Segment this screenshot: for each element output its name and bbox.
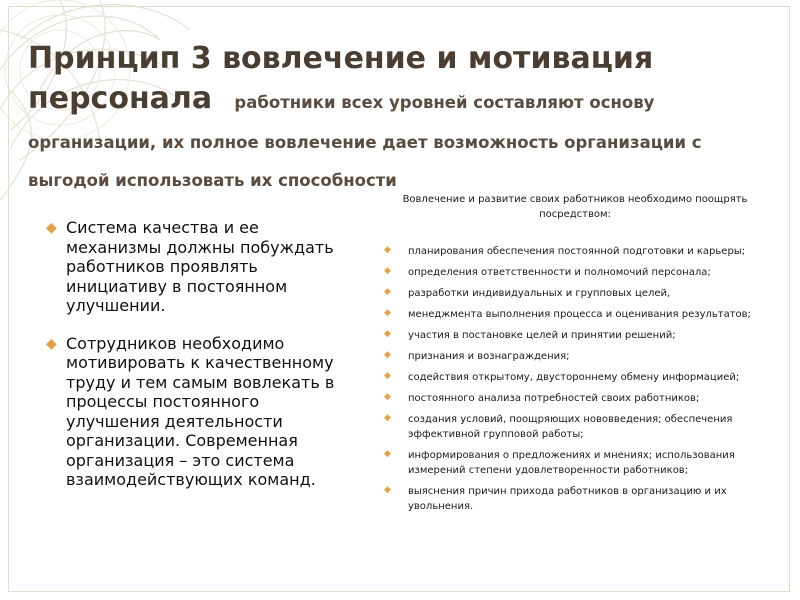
right-list-item: [380, 328, 780, 343]
right-item-text: выяснения причин прихода работников в организацию и их увольнения.: [408, 486, 727, 512]
right-list-item: [380, 391, 780, 406]
bullet-icon: ◆: [384, 266, 391, 276]
right-list-item: [380, 370, 780, 385]
left-bullet-text: Сотрудников необходимо мотивировать к качественному труду и тем самым вовлекать в процессы постоянного улучшения деятельности организации. Современная организация – это система взаимодействующих команд.: [66, 333, 335, 489]
bullet-icon: ◆: [46, 220, 57, 236]
left-bullet-item: [44, 218, 349, 316]
right-list-item: [380, 448, 780, 478]
left-bullet-item: [44, 334, 349, 490]
right-item-text: определения ответственности и полномочий персонала;: [408, 267, 711, 278]
right-bullet-list: [380, 244, 780, 514]
right-list-item: [380, 349, 780, 364]
right-list-item: [380, 412, 780, 442]
left-bullet-list: [44, 218, 349, 490]
bullet-icon: ◆: [46, 335, 57, 352]
right-item-text: участия в постановке целей и принятии решений;: [408, 330, 676, 341]
right-item-text: менеджмента выполнения процесса и оценивания результатов;: [408, 309, 751, 320]
left-bullet-text: Система качества и ее механизмы должны побуждать работников проявлять инициативу в постоянном улучшении.: [66, 218, 334, 315]
right-list-item: [380, 484, 780, 514]
bullet-icon: ◆: [384, 371, 391, 381]
slide-title: [28, 38, 748, 194]
right-item-text: постоянного анализа потребностей своих работников;: [408, 393, 700, 404]
left-column: [44, 218, 349, 508]
bullet-icon: ◆: [384, 392, 391, 402]
bullet-icon: ◆: [384, 449, 391, 459]
right-list-item: [380, 265, 780, 280]
right-list-item: [380, 307, 780, 322]
right-intro: Вовлечение и развитие своих работников необходимо поощрять посредством:: [402, 194, 748, 220]
bullet-icon: ◆: [384, 287, 391, 297]
bullet-icon: ◆: [384, 329, 391, 339]
right-item-text: содействия открытому, двустороннему обмену информацией;: [408, 372, 740, 383]
bullet-icon: ◆: [384, 485, 391, 495]
right-column: [380, 192, 780, 520]
right-item-text: планирования обеспечения постоянной подготовки и карьеры;: [408, 246, 746, 257]
bullet-icon: ◆: [384, 308, 391, 318]
title-main: Принцип 3 вовлечение и мотивация персонала: [28, 41, 654, 116]
right-item-text: признания и вознаграждения;: [408, 351, 570, 362]
right-item-text: разработки индивидуальных и групповых целей,: [408, 288, 671, 299]
right-item-text: информирования о предложениях и мнениях; использования измерений степени удовлетворенности работников;: [408, 450, 735, 476]
right-list-item: [380, 286, 780, 301]
bullet-icon: ◆: [384, 245, 391, 255]
right-list-item: [380, 244, 780, 259]
right-item-text: создания условий, поощряющих нововведения; обеспечения эффективной групповой работы;: [408, 414, 733, 440]
title-subtitle: работники всех уровней составляют основу организации, их полное вовлечение дает возможность организации с выгодой использовать их способности: [28, 93, 702, 190]
bullet-icon: ◆: [384, 413, 391, 423]
bullet-icon: ◆: [384, 350, 391, 360]
